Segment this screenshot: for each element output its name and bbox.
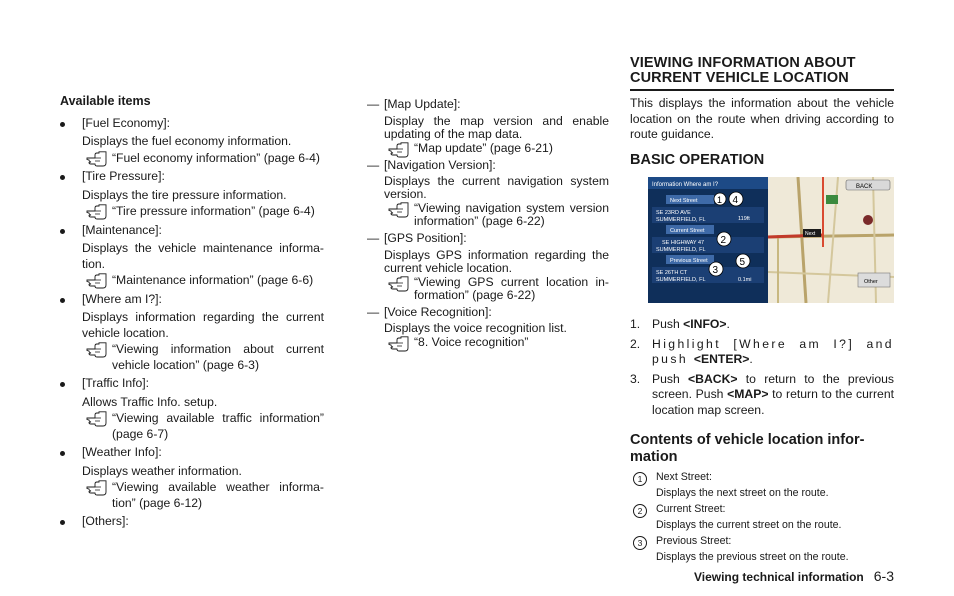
item-description: Displays the current navigation system version. [384, 174, 609, 201]
contents-item-description: Displays the next street on the route. [656, 486, 829, 499]
column-middle [367, 94, 609, 352]
contents-item: 2 Current Street: [630, 502, 894, 518]
circled-number-icon: 2 [633, 504, 647, 518]
svg-text:SUMMERFIELD, FL: SUMMERFIELD, FL [656, 217, 706, 223]
bullet-icon [60, 382, 65, 387]
cross-reference[interactable]: “Viewing GPS current location in-formation” (page 6-22) [367, 276, 609, 302]
cross-reference[interactable]: “Fuel economy information” (page 6-4) [60, 151, 324, 167]
pointing-hand-icon [86, 342, 108, 358]
item-description: Displays the vehicle maintenance informa-tion. [82, 241, 324, 271]
bullet-icon [60, 122, 65, 127]
pointing-hand-icon [86, 151, 108, 167]
page-number: 6-3 [873, 568, 894, 584]
cross-reference[interactable]: “Map update” (page 6-21) [367, 142, 609, 155]
list-item: [Maintenance]: [60, 223, 324, 239]
bullet-icon [60, 451, 65, 456]
list-item: — [Map Update]: [367, 97, 461, 111]
cross-reference[interactable]: “Viewing available traffic information” (page 6-7) [60, 411, 324, 442]
footer-section-title: Viewing technical information [693, 570, 864, 584]
svg-text:3: 3 [712, 265, 719, 276]
svg-text:Next Street: Next Street [670, 198, 698, 204]
available-items-heading: Available items [60, 94, 151, 108]
list-item: — [GPS Position]: [367, 231, 467, 245]
svg-text:4: 4 [732, 195, 739, 206]
list-item: [Tire Pressure]: [60, 169, 324, 185]
list-item: [Fuel Economy]: [60, 116, 324, 132]
svg-text:119ft: 119ft [738, 216, 750, 222]
svg-text:Information Where am I?: Information Where am I? [652, 182, 719, 188]
svg-text:SE 23RD AVE: SE 23RD AVE [656, 210, 691, 216]
contents-item-description: Displays the current street on the route. [656, 518, 842, 531]
pointing-hand-icon [388, 142, 410, 158]
list-item: — [Voice Recognition]: [367, 304, 492, 319]
column-right [630, 56, 894, 566]
section-title: VIEWING INFORMATION ABOUT CURRENT VEHICLE LOCATION [630, 56, 894, 91]
page-footer [694, 568, 894, 584]
pointing-hand-icon [388, 276, 410, 292]
svg-text:SUMMERFIELD, FL: SUMMERFIELD, FL [656, 277, 706, 283]
cross-reference[interactable]: “Viewing available weather informa-tion” (page 6-12) [60, 480, 324, 511]
list-item: [Others]: [60, 514, 324, 530]
list-item: [Weather Info]: [60, 445, 324, 461]
cross-reference[interactable]: “Maintenance information” (page 6-6) [60, 273, 324, 289]
item-description: Displays the voice recognition list. [384, 321, 567, 335]
cross-reference[interactable]: “8. Voice recognition” [367, 336, 609, 349]
pointing-hand-icon [86, 480, 108, 496]
cross-reference[interactable]: “Viewing information about current vehicle location” (page 6-3) [60, 342, 324, 373]
svg-text:5: 5 [739, 257, 746, 268]
where-am-i-screen-image [648, 177, 894, 303]
svg-text:BACK: BACK [856, 184, 873, 190]
bullet-icon [60, 520, 65, 525]
item-description: Allows Traffic Info. setup. [82, 394, 218, 409]
bullet-icon [60, 298, 65, 303]
item-description: Displays information regarding the current vehicle location. [82, 310, 324, 340]
contents-heading: Contents of vehicle location infor-mation [630, 432, 865, 465]
bullet-icon [60, 175, 65, 180]
pointing-hand-icon [388, 202, 410, 218]
item-description: Displays the fuel economy information. [82, 134, 292, 148]
circled-number-icon: 3 [633, 536, 647, 550]
intro-paragraph: This displays the information about the vehicle location on the route when driving according to route guidance. [630, 96, 894, 141]
svg-text:SUMMERFIELD, FL: SUMMERFIELD, FL [656, 247, 706, 253]
contents-item: 1 Next Street: [630, 470, 894, 486]
pointing-hand-icon [86, 273, 108, 289]
list-item: — [Navigation Version]: [367, 157, 496, 172]
step-2: 2. Highlight [Where am I?] and push <ENTER>. [630, 336, 894, 366]
circled-number-icon: 1 [633, 472, 647, 486]
pointing-hand-icon [388, 336, 410, 352]
list-item: [Where am I?]: [60, 292, 324, 308]
svg-text:2: 2 [720, 235, 727, 246]
pointing-hand-icon [86, 204, 108, 220]
svg-text:Current Street: Current Street [670, 228, 705, 234]
step-3: 3. Push <BACK> to return to the previous screen. Push <MAP> to return to the current location map screen. [630, 371, 894, 417]
column-left [60, 94, 324, 533]
contents-item: 3 Previous Street: [630, 534, 894, 550]
svg-text:Previous Street: Previous Street [670, 258, 708, 264]
bullet-icon [60, 229, 65, 234]
list-item: [Traffic Info]: [60, 376, 324, 392]
basic-operation-heading: BASIC OPERATION [630, 151, 765, 168]
svg-text:SE 26TH CT: SE 26TH CT [656, 270, 688, 276]
item-description: Displays GPS information regarding the current vehicle location. [384, 247, 609, 275]
svg-text:SE HIGHWAY 47: SE HIGHWAY 47 [662, 240, 705, 246]
svg-text:Other: Other [864, 279, 878, 285]
item-description: Displays the tire pressure information. [82, 187, 287, 202]
item-description: Displays weather information. [82, 463, 242, 478]
pointing-hand-icon [86, 411, 108, 427]
item-description: Display the map version and enable updating of the map data. [384, 113, 609, 141]
cross-reference[interactable]: “Tire pressure information” (page 6-4) [60, 204, 324, 220]
contents-item-description: Displays the previous street on the route. [656, 550, 849, 563]
svg-text:0.1mi: 0.1mi [738, 277, 752, 283]
step-1: 1. Push <INFO>. [630, 317, 730, 331]
cross-reference[interactable]: “Viewing navigation system version information” (page 6-22) [367, 202, 609, 228]
svg-text:1: 1 [717, 195, 723, 205]
svg-text:Next: Next [805, 231, 816, 237]
